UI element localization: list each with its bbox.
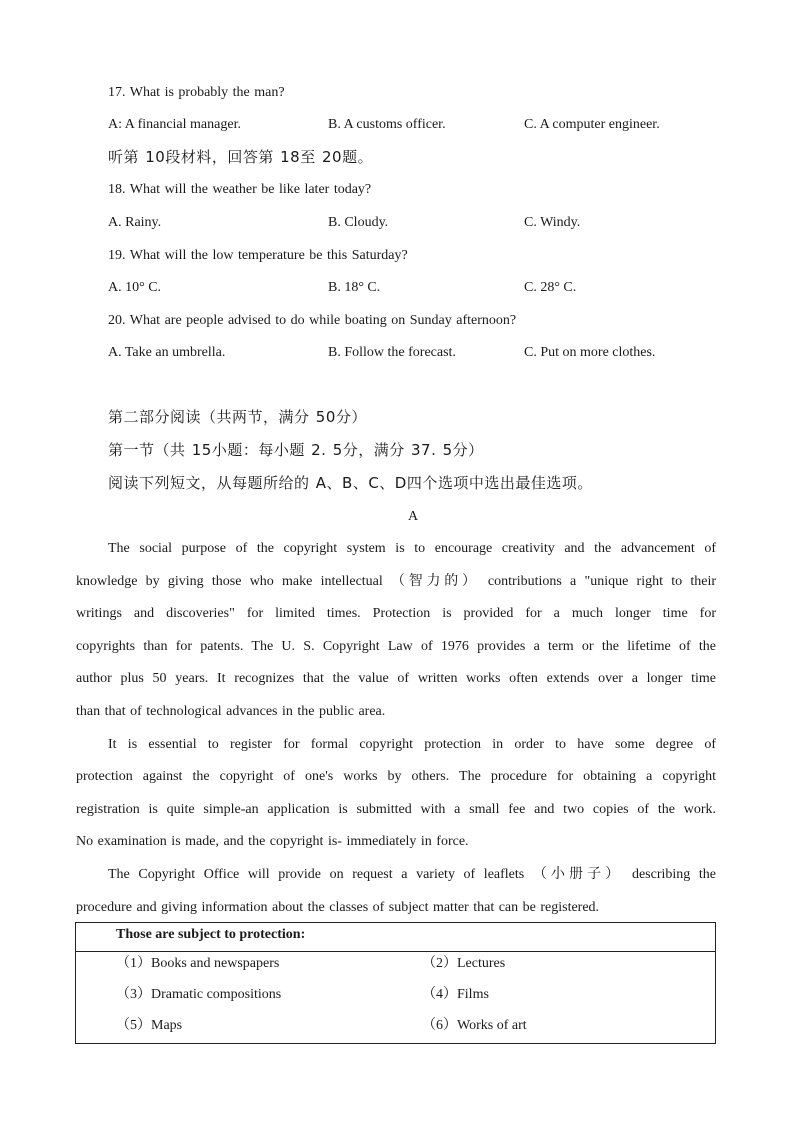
- q18-option-a: A. Rainy.: [108, 215, 162, 230]
- table-title: Those are subject to protection:: [116, 927, 306, 942]
- q19-option-a: A. 10° C.: [108, 280, 162, 295]
- passage-p2-line: It is essential to register for formal copyright protection in order to have some degree of: [108, 737, 716, 752]
- table-cell: （2）Lectures: [422, 956, 506, 971]
- q18-option-b: B. Cloudy.: [328, 215, 389, 230]
- q20-option-a: A. Take an umbrella.: [108, 345, 226, 360]
- passage-label: A: [407, 509, 419, 524]
- part2-instruction: 阅读下列短文，从每题所给的 A、B、C、D四个选项中选出最佳选项。: [108, 474, 593, 492]
- q18-option-c: C. Windy.: [524, 215, 581, 230]
- passage-p1-line: copyrights than for patents. The U. S. Copyright Law of 1976 provides a term or the lifetime of the: [76, 639, 716, 654]
- q17-option-b: B. A customs officer.: [328, 117, 446, 132]
- q19-question: 19. What will the low temperature be this Saturday?: [108, 248, 408, 263]
- passage-p2-line: registration is quite simple-an application is submitted with a small fee and two copies of the work.: [76, 802, 716, 817]
- q19-option-b: B. 18° C.: [328, 280, 381, 295]
- passage-p3-line: procedure and giving information about the classes of subject matter that can be registered.: [76, 900, 600, 915]
- q20-option-c: C. Put on more clothes.: [524, 345, 656, 360]
- part2-title: 第二部分阅读（共两节，满分 50分）: [108, 408, 367, 426]
- passage-p1-line: than that of technological advances in the public area.: [76, 704, 386, 719]
- q17-question: 17. What is probably the man?: [108, 85, 285, 100]
- table-cell: （5）Maps: [116, 1018, 183, 1033]
- table-cell: （3）Dramatic compositions: [116, 987, 282, 1002]
- passage-p2-line: No examination is made, and the copyright is- immediately in force.: [76, 834, 469, 849]
- q20-option-b: B. Follow the forecast.: [328, 345, 456, 360]
- q17-option-c: C. A computer engineer.: [524, 117, 660, 132]
- passage-p1-line: The social purpose of the copyright system is to encourage creativity and the advancement of: [108, 541, 716, 556]
- passage-p3-line: The Copyright Office will provide on request a variety of leaflets （小册子） describing the: [108, 867, 716, 882]
- q20-question: 20. What are people advised to do while boating on Sunday afternoon?: [108, 313, 517, 328]
- section10-instruction: 听第 10段材料，回答第 18至 20题。: [108, 148, 374, 166]
- passage-p1-line: writings and discoveries" for limited times. Protection is provided for a much longer time for: [76, 606, 716, 621]
- passage-p1-line: knowledge by giving those who make intellectual （智力的） contributions a "unique right to their: [76, 574, 716, 589]
- q18-question: 18. What will the weather be like later today?: [108, 182, 372, 197]
- table-cell: （6）Works of art: [422, 1018, 527, 1033]
- table-divider: [76, 951, 715, 952]
- q17-option-a: A: A financial manager.: [108, 117, 241, 132]
- q19-option-c: C. 28° C.: [524, 280, 577, 295]
- passage-p1-line: author plus 50 years. It recognizes that the value of written works often extends over a longer time: [76, 671, 716, 686]
- table-cell: （4）Films: [422, 987, 489, 1002]
- table-cell: （1）Books and newspapers: [116, 956, 280, 971]
- protection-table: [75, 922, 716, 1044]
- passage-p2-line: protection against the copyright of one's works by others. The procedure for obtaining a copyright: [76, 769, 716, 784]
- part2-section1: 第一节（共 15小题：每小题 2. 5分，满分 37. 5分）: [108, 441, 484, 459]
